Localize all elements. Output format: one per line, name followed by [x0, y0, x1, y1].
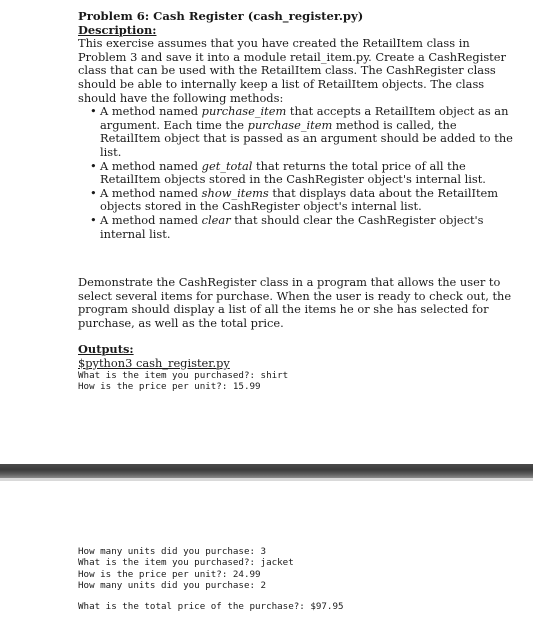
output-line: How is the price per unit?: 24.99: [78, 568, 261, 580]
method-text: A method named: [100, 158, 202, 173]
method-text: A method named: [100, 185, 202, 200]
run-command: $python3 cash_register.py: [78, 355, 230, 370]
output-line: What is the item you purchased?: shirt: [78, 370, 289, 382]
problem-title: Problem 6: Cash Register (cash_register.py): [78, 9, 364, 23]
outputs-heading: Outputs:: [78, 342, 134, 356]
output-line: How many units did you purchase: 3: [78, 546, 267, 557]
output-line: What is the item you purchased?: jacket: [78, 557, 294, 569]
output-line: How is the price per unit?: 15.99: [78, 381, 261, 393]
method-text: that should clear the CashRegister object's internal list.: [100, 212, 484, 241]
page-divider: [0, 464, 533, 478]
divider-shadow: [0, 478, 533, 481]
method-text: that accepts a RetailItem object as an argument. Each time the: [100, 104, 509, 132]
method-name: purchase_item: [201, 104, 287, 119]
methods-list: [78, 105, 518, 241]
problem-block: [78, 10, 518, 241]
method-name: get_total: [201, 158, 253, 173]
description-heading: Description:: [78, 22, 157, 37]
intro-paragraph: This exercise assumes that you have created the RetailItem class in Problem 3 and save it into a module retail_item.py. Create a CashRegister class that can be used with the RetailItem class. The CashRegister class should be able to internally keep a list of RetailItem objects. The class should have the following methods:: [78, 36, 506, 105]
method-name: clear: [201, 212, 231, 227]
list-item: [90, 187, 518, 214]
outputs-block: [78, 343, 518, 393]
outputs-continued: [78, 546, 294, 591]
method-name: show_items: [201, 185, 269, 200]
list-item: [90, 160, 518, 187]
demonstrate-text: Demonstrate the CashRegister class in a program that allows the user to select several items for purchase. When the user is ready to check out, the program should display a list of all the items he or she has selected for purchase, as well as the total price.: [78, 275, 512, 330]
total-output: [78, 601, 344, 612]
list-item: [90, 105, 518, 159]
list-item: [90, 214, 518, 241]
method-text: A method named: [100, 212, 202, 227]
method-name: purchase_item: [247, 117, 333, 132]
method-text: method is called, the RetailItem object that is passed as an argument should be added to the list.: [100, 117, 513, 159]
method-text: that returns the total price of all the RetailItem objects stored in the CashRegister object's internal list.: [100, 158, 486, 187]
total-line: What is the total price of the purchase?: $97.95: [78, 601, 344, 612]
method-text: that displays data about the RetailItem objects stored in the CashRegister object's internal list.: [100, 185, 499, 214]
demonstrate-paragraph: [78, 276, 518, 330]
output-line: How many units did you purchase: 2: [78, 579, 267, 591]
method-text: A method named: [100, 104, 202, 119]
